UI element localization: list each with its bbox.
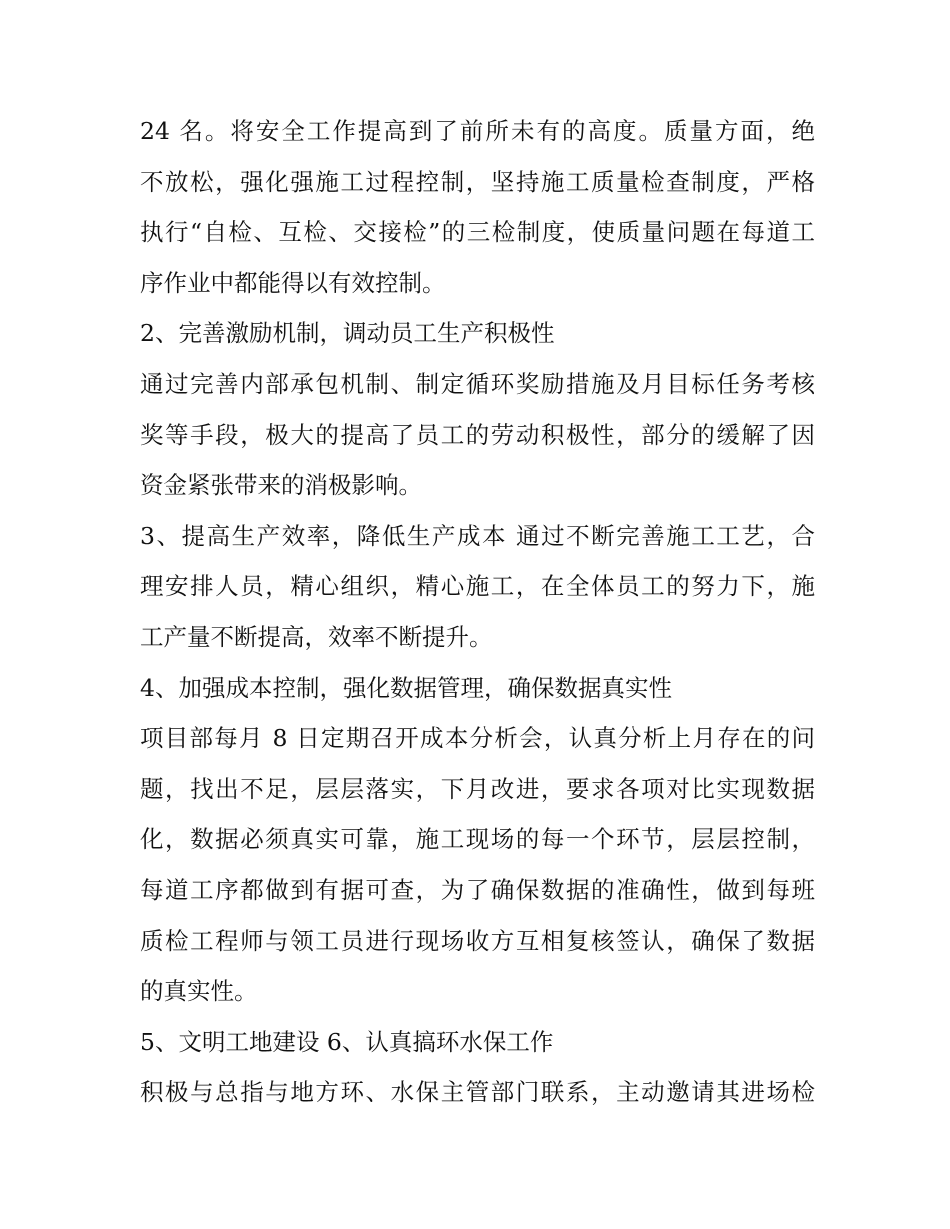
text-line: 化，数据必须真实可靠，施工现场的每一个环节，层层控制， — [140, 825, 815, 854]
section-heading: 2、完善激励机制，调动员工生产积极性 — [140, 319, 555, 348]
text-line: 24 名。将安全工作提高到了前所未有的高度。质量方面，绝 — [140, 117, 815, 145]
text-line: 质检工程师与领工员进行现场收方互相复核签认，确保了数据 — [140, 926, 815, 955]
text-line: 每道工序都做到有据可查，为了确保数据的准确性，做到每班 — [140, 875, 815, 904]
text-line: 题，找出不足，层层落实，下月改进，要求各项对比实现数据 — [140, 774, 815, 803]
text-line: 通过完善内部承包机制、制定循环奖励措施及月目标任务考核 — [140, 369, 815, 398]
text-line: 积极与总指与地方环、水保主管部门联系，主动邀请其进场检 — [140, 1078, 815, 1107]
text-line: 项目部每月 8 日定期召开成本分析会，认真分析上月存在的问 — [140, 724, 815, 753]
text-line: 工产量不断提高，效率不断提升。 — [140, 622, 493, 651]
text-line: 序作业中都能得以有效控制。 — [140, 268, 446, 297]
text-line: 不放松，强化强施工过程控制，坚持施工质量检查制度，严格 — [140, 167, 815, 196]
section-heading: 5、文明工地建设 6、认真搞环水保工作 — [140, 1027, 554, 1056]
text-line: 奖等手段，极大的提高了员工的劳动积极性，部分的缓解了因 — [140, 420, 815, 449]
text-line: 执行“自检、互检、交接检”的三检制度，使质量问题在每道工 — [140, 218, 815, 247]
document-body — [140, 106, 815, 1118]
section-heading: 3、提高生产效率，降低生产成本 通过不断完善施工工艺，合 — [140, 521, 815, 550]
text-line: 理安排人员，精心组织，精心施工，在全体员工的努力下，施 — [140, 572, 815, 601]
text-line: 资金紧张带来的消极影响。 — [140, 471, 422, 500]
section-heading: 4、加强成本控制，强化数据管理，确保数据真实性 — [140, 673, 672, 702]
text-line: 的真实性。 — [140, 977, 258, 1006]
